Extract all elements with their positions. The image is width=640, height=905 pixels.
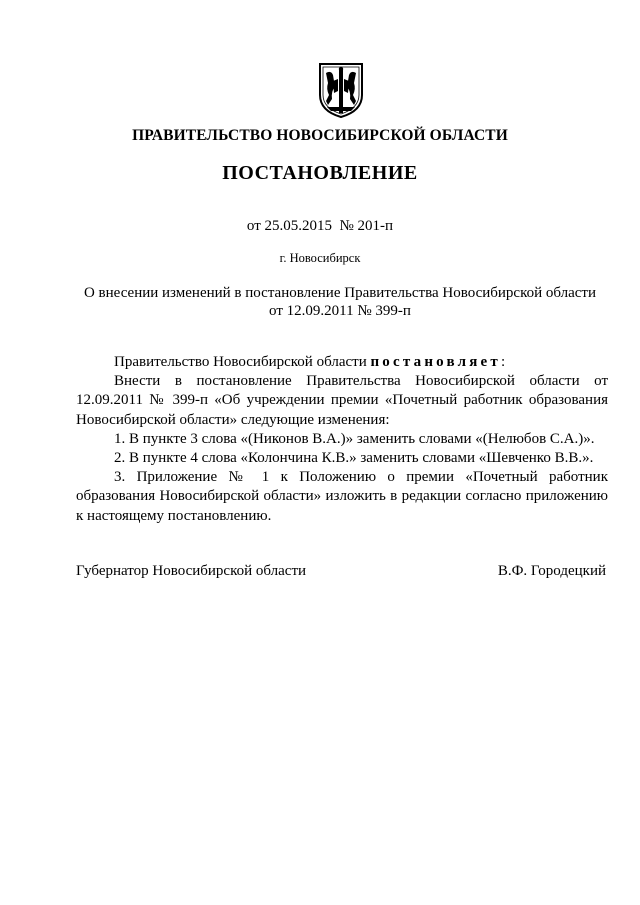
document-type: ПОСТАНОВЛЕНИЕ bbox=[222, 162, 418, 184]
paragraph-amend: Внести в постановление Правительства Новосибирской области от 12.09.2011 № 399-п «Об учреждении премии «Почетный работник образования Новосибирской области» следующие изменения: bbox=[76, 373, 608, 428]
subject-line-2: от 12.09.2011 № 399-п bbox=[269, 303, 411, 319]
signatory-name: В.Ф. Городецкий bbox=[497, 563, 606, 579]
coat-of-arms-icon bbox=[317, 61, 365, 119]
signatory-title: Губернатор Новосибирской области bbox=[76, 563, 307, 579]
list-item-1: 1. В пункте 3 слова «(Никонов В.А.)» заменить словами «(Нелюбов С.А.)». bbox=[114, 430, 595, 447]
intro-prefix: Правительство Новосибирской области bbox=[114, 354, 371, 370]
subject-line-1: О внесении изменений в постановление Правительства Новосибирской области bbox=[83, 285, 597, 301]
resolution-keyword: постановляет bbox=[370, 354, 501, 370]
document-body bbox=[76, 353, 608, 526]
document-subject bbox=[60, 284, 620, 320]
intro-paragraph bbox=[76, 353, 608, 372]
intro-suffix: : bbox=[500, 354, 506, 370]
list-item-3: 3. Приложение № 1 к Положению о премии «Почетный работник образования Новосибирской области» изложить в редакции согласно приложению к настоящему постановлению. bbox=[76, 469, 608, 524]
government-name: ПРАВИТЕЛЬСТВО НОВОСИБИРСКОЙ ОБЛАСТИ bbox=[132, 127, 508, 144]
document-city: г. Новосибирск bbox=[279, 251, 361, 265]
document-date-number: от 25.05.2015 № 201-п bbox=[246, 218, 394, 234]
list-item-2: 2. В пункте 4 слова «Колончина К.В.» заменить словами «Шевченко В.В.». bbox=[114, 450, 594, 467]
